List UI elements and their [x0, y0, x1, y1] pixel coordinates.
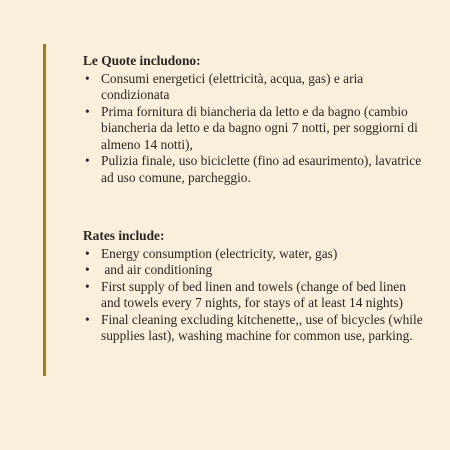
bullet-icon: •	[85, 153, 90, 168]
list-item	[83, 262, 428, 279]
accent-divider	[43, 44, 46, 376]
english-heading: Rates include:	[83, 228, 165, 243]
list-item-text: Energy consumption (electricity, water, gas)	[101, 245, 338, 261]
italian-heading: Le Quote includono:	[83, 53, 201, 68]
list-item-text: Prima fornitura di biancheria da letto e da bagno (cambio biancheria da letto e da bagno ogni 7 notti, per soggiorni di almeno 14 notti),	[101, 103, 418, 152]
list-item-text: Consumi energetici (elettricità, acqua, gas) e aria condizionata	[101, 70, 364, 102]
list-item-text: First supply of bed linen and towels (change of bed linen and towels every 7 nights, for stays of at least 14 nights)	[101, 278, 406, 310]
english-list	[83, 246, 428, 345]
bullet-icon: •	[85, 245, 90, 261]
list-item	[83, 246, 428, 263]
bullet-icon: •	[85, 262, 90, 277]
list-item	[83, 279, 428, 312]
italian-section	[83, 53, 428, 186]
list-item	[83, 71, 428, 104]
bullet-icon: •	[85, 278, 90, 294]
list-item	[83, 153, 428, 186]
bullet-icon: •	[85, 311, 90, 327]
list-item-text: Pulizia finale, uso biciclette (fino ad esaurimento), lavatrice ad uso comune, parcheggio.	[101, 153, 422, 185]
list-item	[83, 312, 428, 345]
english-section	[83, 228, 428, 345]
list-item	[83, 104, 428, 154]
italian-list	[83, 71, 428, 187]
list-item-text: Final cleaning excluding kitchenette,, use of bicycles (while supplies last), washing machine for common use, parking.	[101, 311, 423, 343]
bullet-icon: •	[85, 70, 90, 86]
bullet-icon: •	[85, 103, 90, 119]
list-item-text: and air conditioning	[101, 262, 213, 277]
